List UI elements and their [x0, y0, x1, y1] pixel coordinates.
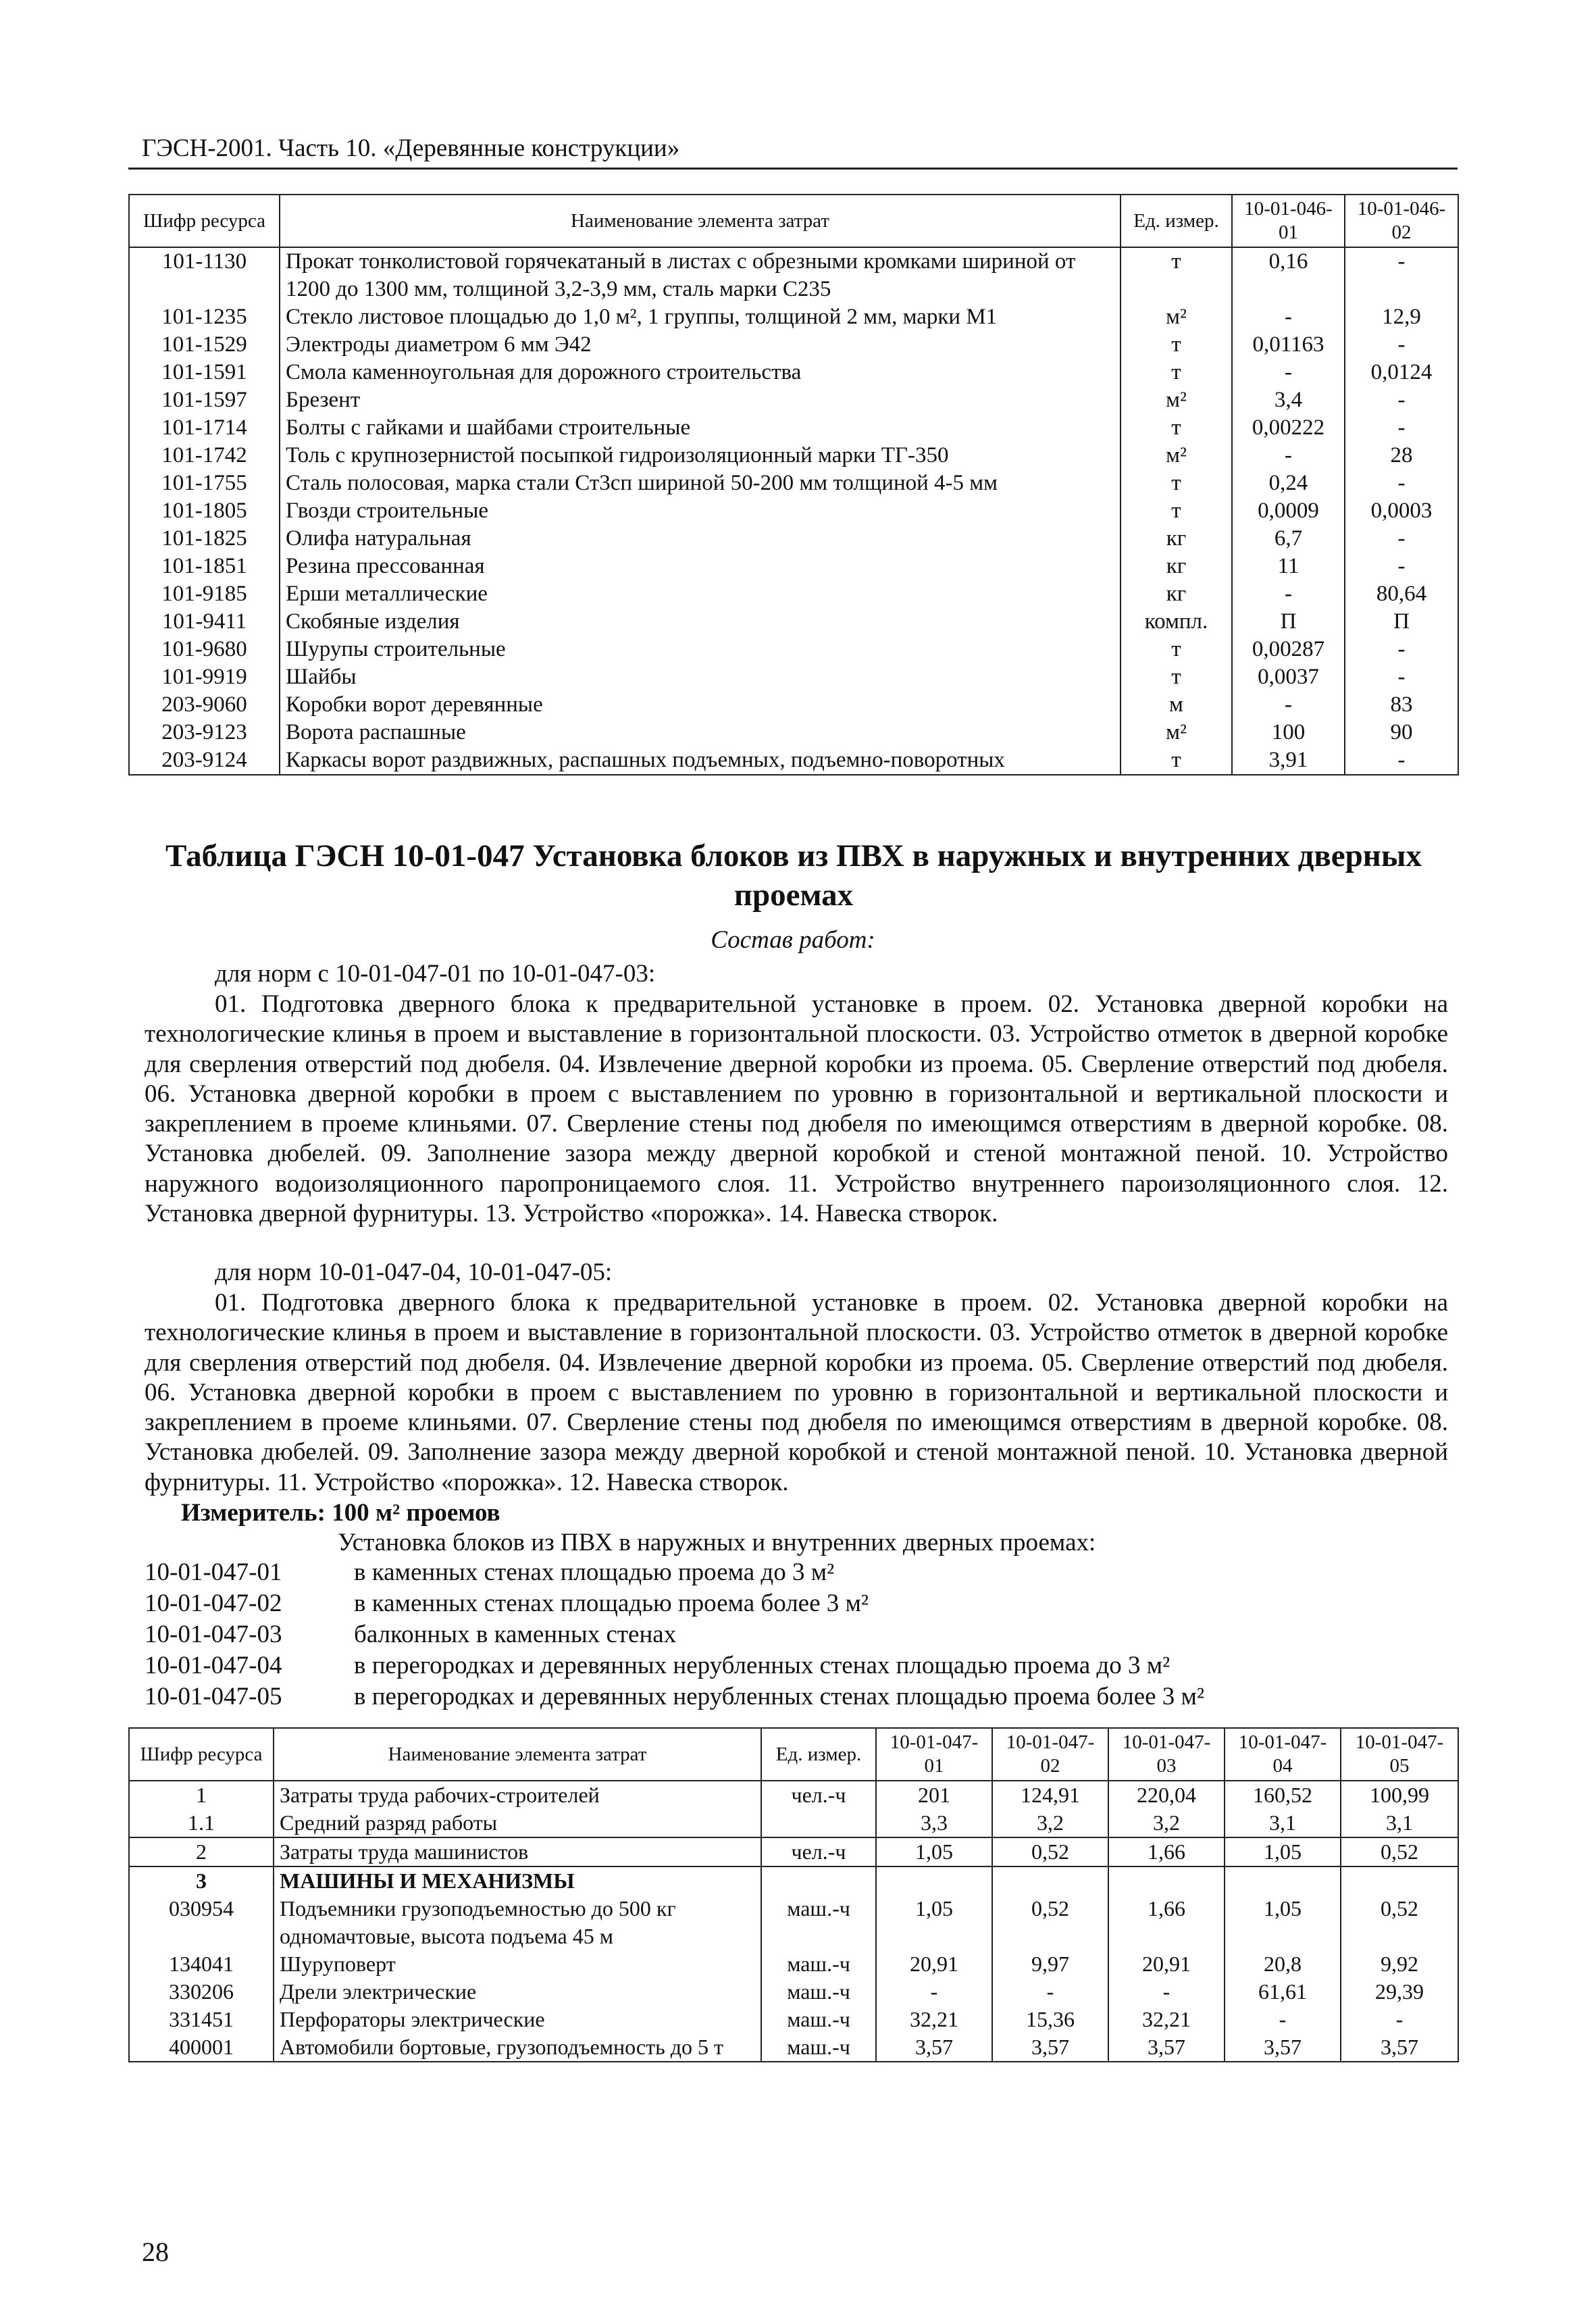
cell-value: - [992, 1978, 1108, 2006]
cell-value: 3,91 [1232, 746, 1345, 775]
cell-code: 331451 [129, 2006, 274, 2033]
cell-name: Коробки ворот деревянные [280, 691, 1121, 719]
cell-value [1225, 1866, 1341, 1895]
cell-value: 0,0009 [1232, 497, 1345, 525]
norm-desc: балконных в каменных стенах [354, 1621, 677, 1648]
cell-code: 101-1755 [129, 469, 280, 497]
cell-name: Толь с крупнозернистой посыпкой гидроизоляционный марки ТГ-350 [280, 442, 1121, 469]
cell-value: 1,66 [1108, 1837, 1225, 1866]
cell-value: - [1345, 331, 1458, 359]
cell-value: 3,57 [1225, 2033, 1341, 2062]
cell-value: 61,61 [1225, 1978, 1341, 2006]
cell-name: Средний разряд работы [274, 1809, 761, 1837]
page-number: 28 [142, 2237, 169, 2267]
install-title: Установка блоков из ПВХ в наружных и внутренних дверных проемах: [338, 1529, 1096, 1556]
table-body [129, 1781, 1458, 2062]
cell-name: Дрели электрические [274, 1978, 761, 2006]
table-row [129, 525, 1458, 553]
cell-value: - [876, 1978, 992, 2006]
group1-label: для норм с 10-01-047-01 по 10-01-047-03: [215, 960, 656, 988]
cell-value: - [1232, 691, 1345, 719]
cell-unit: кг [1121, 525, 1232, 553]
cell-value: 3,3 [876, 1809, 992, 1837]
cell-unit: м² [1121, 719, 1232, 746]
cell-code: 101-1851 [129, 553, 280, 580]
cell-code: 101-1235 [129, 303, 280, 331]
cell-unit: маш.-ч [761, 1978, 876, 2006]
cell-value: 3,2 [992, 1809, 1108, 1837]
cell-unit: кг [1121, 553, 1232, 580]
cell-name: Подъемники грузоподъемностью до 500 кг одномачтовые, высота подъема 45 м [274, 1895, 761, 1950]
cell-value: 20,8 [1225, 1950, 1341, 1978]
cell-unit: маш.-ч [761, 1895, 876, 1950]
cell-value: 0,52 [1341, 1837, 1458, 1866]
cell-value: 3,1 [1225, 1809, 1341, 1837]
cell-value: 0,0003 [1345, 497, 1458, 525]
col-header-name: Наименование элемента затрат [274, 1728, 761, 1781]
table-row [129, 1866, 1458, 1895]
cell-code: 2 [129, 1837, 274, 1866]
cell-name: Болты с гайками и шайбами строительные [280, 414, 1121, 442]
cell-value: 9,92 [1341, 1950, 1458, 1978]
table-row [129, 1895, 1458, 1950]
cell-value: 6,7 [1232, 525, 1345, 553]
cell-unit: маш.-ч [761, 2033, 876, 2062]
cell-name: Затраты труда машинистов [274, 1837, 761, 1866]
cell-value: 3,1 [1341, 1809, 1458, 1837]
cell-code: 134041 [129, 1950, 274, 1978]
norm-desc: в перегородках и деревянных нерубленных стенах площадью проема более 3 м² [354, 1683, 1205, 1710]
cell-value: 0,00222 [1232, 414, 1345, 442]
cell-value: 3,57 [992, 2033, 1108, 2062]
cell-value: 0,00287 [1232, 636, 1345, 663]
cell-unit: т [1121, 414, 1232, 442]
cell-value: 12,9 [1345, 303, 1458, 331]
col-header-046-02: 10-01-046-02 [1345, 195, 1458, 247]
cell-code: 101-1805 [129, 497, 280, 525]
table-row [129, 663, 1458, 691]
norm-item [145, 1682, 1204, 1711]
cell-value: 29,39 [1341, 1978, 1458, 2006]
table-row [129, 303, 1458, 331]
cell-code: 3 [129, 1866, 274, 1895]
cell-name: Шурупы строительные [280, 636, 1121, 663]
table-row [129, 359, 1458, 386]
cell-value: - [1345, 746, 1458, 775]
table-row [129, 1978, 1458, 2006]
cell-value [1108, 1866, 1225, 1895]
cell-value: - [1232, 580, 1345, 608]
header-rule [128, 168, 1458, 170]
cell-value: 80,64 [1345, 580, 1458, 608]
table-row [129, 497, 1458, 525]
cell-code: 101-1130 [129, 247, 280, 303]
cell-value: - [1345, 247, 1458, 303]
cell-code: 203-9124 [129, 746, 280, 775]
col-header-name: Наименование элемента затрат [280, 195, 1121, 247]
table-row [129, 719, 1458, 746]
cell-code: 1 [129, 1781, 274, 1809]
cell-value: 3,57 [876, 2033, 992, 2062]
table-row [129, 469, 1458, 497]
cell-name: Ворота распашные [280, 719, 1121, 746]
cell-name: Электроды диаметром 6 мм Э42 [280, 331, 1121, 359]
cell-value: 28 [1345, 442, 1458, 469]
cell-value: 3,57 [1341, 2033, 1458, 2062]
cell-unit: маш.-ч [761, 1950, 876, 1978]
table-row [129, 442, 1458, 469]
cell-unit: м² [1121, 386, 1232, 414]
cell-value: - [1225, 2006, 1341, 2033]
cell-value: - [1345, 525, 1458, 553]
table-row [129, 414, 1458, 442]
cell-value: 20,91 [876, 1950, 992, 1978]
cell-unit: т [1121, 247, 1232, 303]
cell-unit: т [1121, 746, 1232, 775]
cell-unit [761, 1809, 876, 1837]
cell-unit: маш.-ч [761, 2006, 876, 2033]
cell-unit: м [1121, 691, 1232, 719]
cell-value: - [1341, 2006, 1458, 2033]
cell-code: 101-9919 [129, 663, 280, 691]
group1-text: 01. Подготовка дверного блока к предварительной установке в проем. 02. Установка дверной коробки на технологические клинья в проем и выставление в горизонтальной плоскости. 03. Устройство отметок в дверной коробке для сверления отверстий под дюбеля. 04. Извлечение дверной коробки из проема. 05. Сверление отверстий под дюбеля. 06. Установка дверной коробки в проем с выставлением по уровню в горизонтальной и вертикальной плоскости и закреплением в проеме клиньями. 07. Сверление стены под дюбеля по имеющимся отверстиям в дверной коробке. 08. Установка дюбелей. 09. Заполнение зазора между дверной коробкой и стеной монтажной пеной. 10. Устройство наружного водоизоляционного паропроницаемого слоя. 11. Устройство внутреннего пароизоляционного слоя. 12. Установка дверной фурнитуры. 13. Устройство «порожка». 14. Навеска створок. [145, 990, 1448, 1228]
col-header-047-04: 10-01-047-04 [1225, 1728, 1341, 1781]
cell-value: 160,52 [1225, 1781, 1341, 1809]
cell-value: П [1232, 608, 1345, 636]
col-header-unit: Ед. измер. [761, 1728, 876, 1781]
cell-unit: м² [1121, 303, 1232, 331]
cell-name: Прокат тонколистовой горячекатаный в листах с обрезными кромками шириной от 1200 до 1300 мм, толщиной 3,2-3,9 мм, сталь марки С235 [280, 247, 1121, 303]
norm-desc: в каменных стенах площадью проема более 3 м² [354, 1590, 869, 1617]
cell-value: 0,0037 [1232, 663, 1345, 691]
cell-unit: т [1121, 469, 1232, 497]
cell-name: МАШИНЫ И МЕХАНИЗМЫ [274, 1866, 761, 1895]
cell-name: Олифа натуральная [280, 525, 1121, 553]
col-header-047-03: 10-01-047-03 [1108, 1728, 1225, 1781]
cell-code: 101-9185 [129, 580, 280, 608]
cell-code: 101-1742 [129, 442, 280, 469]
cell-value: 1,05 [876, 1837, 992, 1866]
col-header-047-01: 10-01-047-01 [876, 1728, 992, 1781]
cell-value: 11 [1232, 553, 1345, 580]
cell-code: 1.1 [129, 1809, 274, 1837]
table-row [129, 1837, 1458, 1866]
cell-unit: чел.-ч [761, 1837, 876, 1866]
cell-name: Сталь полосовая, марка стали Ст3сп шириной 50-200 мм толщиной 4-5 мм [280, 469, 1121, 497]
norm-code: 10-01-047-01 [145, 1558, 282, 1586]
cell-value: - [1232, 359, 1345, 386]
cell-code: 400001 [129, 2033, 274, 2062]
cell-unit: кг [1121, 580, 1232, 608]
cell-code: 101-1597 [129, 386, 280, 414]
cell-value: 0,52 [992, 1837, 1108, 1866]
cell-code: 203-9123 [129, 719, 280, 746]
cell-code: 330206 [129, 1978, 274, 2006]
table-row [129, 746, 1458, 775]
cell-name: Шуруповерт [274, 1950, 761, 1978]
cell-value: 3,57 [1108, 2033, 1225, 2062]
resources-table-047 [128, 1727, 1459, 2062]
table-row [129, 636, 1458, 663]
table-title: Таблица ГЭСН 10-01-047 Установка блоков из ПВХ в наружных и внутренних дверных проемах [165, 838, 1422, 913]
cell-unit: т [1121, 497, 1232, 525]
cell-value: 220,04 [1108, 1781, 1225, 1809]
cell-code: 101-1529 [129, 331, 280, 359]
cell-value: 9,97 [992, 1950, 1108, 1978]
cell-value: - [1345, 469, 1458, 497]
cell-value: 0,24 [1232, 469, 1345, 497]
cell-name: Каркасы ворот раздвижных, распашных подъемных, подъемно-поворотных [280, 746, 1121, 775]
cell-value: 20,91 [1108, 1950, 1225, 1978]
cell-value: 0,16 [1232, 247, 1345, 303]
norm-code: 10-01-047-04 [145, 1652, 282, 1679]
cell-name: Стекло листовое площадью до 1,0 м², 1 группы, толщиной 2 мм, марки М1 [280, 303, 1121, 331]
cell-code: 101-1825 [129, 525, 280, 553]
norm-desc: в каменных стенах площадью проема до 3 м² [354, 1558, 835, 1586]
cell-value: - [1345, 386, 1458, 414]
cell-name: Резина прессованная [280, 553, 1121, 580]
group2-label: для норм 10-01-047-04, 10-01-047-05: [215, 1259, 613, 1286]
cell-value: 0,52 [992, 1895, 1108, 1950]
cell-value: П [1345, 608, 1458, 636]
cell-value: - [1345, 663, 1458, 691]
cell-value: 0,0124 [1345, 359, 1458, 386]
cell-value: 201 [876, 1781, 992, 1809]
table-row [129, 2033, 1458, 2062]
cell-value: 32,21 [1108, 2006, 1225, 2033]
cell-unit: т [1121, 359, 1232, 386]
cell-value [1341, 1866, 1458, 1895]
table-row [129, 608, 1458, 636]
col-header-unit: Ед. измер. [1121, 195, 1232, 247]
resources-table-046 [128, 194, 1459, 776]
table-row [129, 1781, 1458, 1809]
table-row [129, 386, 1458, 414]
norm-code: 10-01-047-02 [145, 1590, 282, 1617]
cell-code: 101-1714 [129, 414, 280, 442]
cell-value: - [1232, 442, 1345, 469]
table-body [129, 247, 1458, 775]
table-row [129, 1809, 1458, 1837]
cell-name: Шайбы [280, 663, 1121, 691]
page-header: ГЭСН-2001. Часть 10. «Деревянные конструкции» [142, 134, 680, 162]
cell-unit: чел.-ч [761, 1781, 876, 1809]
cell-code: 203-9060 [129, 691, 280, 719]
cell-value: - [1232, 303, 1345, 331]
cell-value: 0,52 [1341, 1895, 1458, 1950]
cell-unit: т [1121, 636, 1232, 663]
table-row [129, 331, 1458, 359]
cell-unit [761, 1866, 876, 1895]
cell-value: - [1108, 1978, 1225, 2006]
cell-value: - [1345, 414, 1458, 442]
norm-desc: в перегородках и деревянных нерубленных стенах площадью проема до 3 м² [354, 1652, 1170, 1679]
cell-value [876, 1866, 992, 1895]
cell-name: Брезент [280, 386, 1121, 414]
cell-unit: т [1121, 331, 1232, 359]
norm-item [145, 1589, 869, 1618]
cell-name: Смола каменноугольная для дорожного строительства [280, 359, 1121, 386]
cell-value: 3,2 [1108, 1809, 1225, 1837]
cell-code: 101-9680 [129, 636, 280, 663]
cell-name: Ерши металлические [280, 580, 1121, 608]
col-header-code: Шифр ресурса [129, 1728, 274, 1781]
cell-unit: т [1121, 663, 1232, 691]
cell-value: 83 [1345, 691, 1458, 719]
cell-name: Гвозди строительные [280, 497, 1121, 525]
table-row [129, 553, 1458, 580]
cell-name: Перфораторы электрические [274, 2006, 761, 2033]
norm-item [145, 1620, 676, 1649]
norm-code: 10-01-047-03 [145, 1621, 282, 1648]
cell-value: 100,99 [1341, 1781, 1458, 1809]
cell-name: Скобяные изделия [280, 608, 1121, 636]
cell-value: - [1345, 553, 1458, 580]
col-header-047-02: 10-01-047-02 [992, 1728, 1108, 1781]
table-row [129, 580, 1458, 608]
cell-value: 3,4 [1232, 386, 1345, 414]
cell-code: 101-9411 [129, 608, 280, 636]
cell-code: 030954 [129, 1895, 274, 1950]
cell-value [992, 1866, 1108, 1895]
cell-value: 124,91 [992, 1781, 1108, 1809]
col-header-code: Шифр ресурса [129, 195, 280, 247]
cell-value: - [1345, 636, 1458, 663]
cell-unit: м² [1121, 442, 1232, 469]
cell-value: 1,05 [1225, 1837, 1341, 1866]
composition-label: Состав работ: [711, 926, 875, 954]
table-row [129, 691, 1458, 719]
cell-value: 32,21 [876, 2006, 992, 2033]
col-header-047-05: 10-01-047-05 [1341, 1728, 1458, 1781]
table-row [129, 247, 1458, 303]
norm-item [145, 1558, 834, 1587]
cell-value: 1,66 [1108, 1895, 1225, 1950]
norm-code: 10-01-047-05 [145, 1683, 282, 1710]
cell-value: 0,01163 [1232, 331, 1345, 359]
group2-text: 01. Подготовка дверного блока к предварительной установке в проем. 02. Установка дверной коробки на технологические клинья в проем и выставление в горизонтальной плоскости. 03. Устройство отметок в дверной коробке для сверления отверстий под дюбеля. 04. Извлечение дверной коробки из проема. 05. Сверление отверстий под дюбеля. 06. Установка дверной коробки в проем с выставлением по уровню в горизонтальной и вертикальной плоскости и закреплением в проеме клиньями. 07. Сверление стены под дюбеля по имеющимся отверстиям в дверной коробке. 08. Установка дюбелей. 09. Заполнение зазора между дверной коробкой и стеной монтажной пеной. 10. Установка дверной фурнитуры. 11. Устройство «порожка». 12. Навеска створок. [145, 1289, 1448, 1496]
table-row [129, 2006, 1458, 2033]
cell-value: 90 [1345, 719, 1458, 746]
cell-value: 1,05 [876, 1895, 992, 1950]
meter-label: Измеритель: 100 м² проемов [181, 1499, 500, 1527]
cell-name: Затраты труда рабочих-строителей [274, 1781, 761, 1809]
cell-value: 100 [1232, 719, 1345, 746]
cell-value: 15,36 [992, 2006, 1108, 2033]
col-header-046-01: 10-01-046-01 [1232, 195, 1345, 247]
norm-item [145, 1651, 1170, 1680]
cell-unit: компл. [1121, 608, 1232, 636]
cell-value: 1,05 [1225, 1895, 1341, 1950]
table-row [129, 1950, 1458, 1978]
cell-name: Автомобили бортовые, грузоподъемность до 5 т [274, 2033, 761, 2062]
cell-code: 101-1591 [129, 359, 280, 386]
